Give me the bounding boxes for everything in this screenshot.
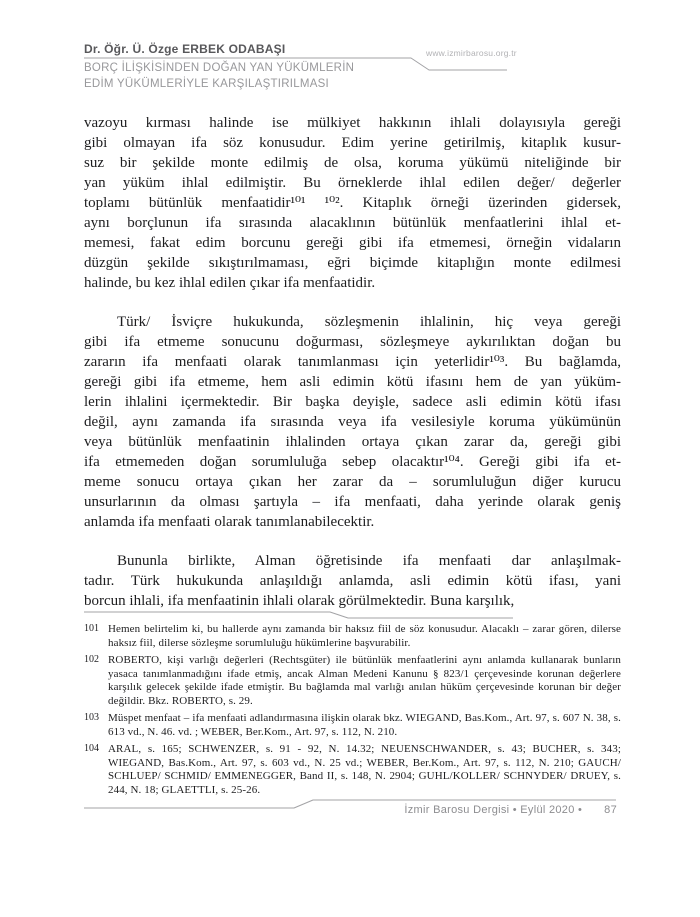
journal-name-and-issue: İzmir Barosu Dergisi • Eylül 2020 • — [404, 804, 583, 816]
article-title-line2: EDİM YÜKÜMLERİYLE KARŞILAŞTIRILMASI — [84, 77, 329, 90]
text-line: aynı borçlunun ifa sırasında alacaklının bütünlük menfaatlerini ihlal et- — [84, 215, 621, 231]
footnote — [84, 743, 621, 797]
text-line: memesi, fakat edim borcunu gereği gibi ifa etmemesi, örneğin vidaların — [84, 235, 621, 251]
text-line: meme sonucu ortaya çıkan her zarar da – sorumluluğun diğer kurucu — [84, 474, 621, 490]
text-line: gibi olmayan ifa söz konusudur. Edim yerine getirilmiş, kitaplık kusur- — [84, 135, 621, 151]
text-line: veya bütünlük menfaatinin ihlalinden ortaya çıkan zarar da, gereği gibi — [84, 434, 621, 450]
footnote-number: 103 — [84, 712, 99, 723]
text-line: unsurlarının da olması şartıyla – ifa menfaati, daha yerinde olarak geniş — [84, 494, 621, 510]
paragraph — [84, 551, 621, 611]
footnote-text: Müspet menfaat – ifa menfaati adlandırmasına ilişkin olarak bkz. WIEGAND, Bas.Kom., Art. 97, s. 607 N. 38, s. 613 vd., N. 46. vd. ; WEBER, Ber.Kom., Art. 97, s. 112, N. 210. — [108, 712, 621, 738]
text-line: tadır. Türk hukukunda anlaşıldığı anlamda, asli edimin kötü ifası, yani — [84, 573, 621, 589]
footnote-text: Hemen belirtelim ki, bu hallerde aynı zamanda bir haksız fiil de söz konusudur. Alacaklı – zarar gören, dilerse haksız fiil, dilerse sözleşme sorumluluğu hükümlerine başvurabilir. — [108, 623, 621, 649]
footnotes-section — [84, 623, 621, 801]
text-line: Türk/ İsviçre hukukunda, sözleşmenin ihlalinin, hiç veya gereği — [117, 314, 621, 330]
author-name: Dr. Öğr. Ü. Özge ERBEK ODABAŞI — [84, 42, 286, 56]
page-footer — [84, 802, 617, 818]
article-body — [84, 113, 621, 611]
paragraph — [84, 113, 621, 293]
text-line: düzgün şekilde sıkıştırılmaması, eğri biçimde kitaplığın monte edilmesi — [84, 255, 621, 271]
text-line: zararın ifa menfaati olarak tanımlanması için yeterlidir¹⁰³. Bu bağlamda, — [84, 354, 621, 370]
footnote-number: 104 — [84, 743, 99, 754]
text-line: değil, aynı zamanda ifa sırasında veya ifa vesilesiyle koruma yükümünün — [84, 414, 621, 430]
paragraph — [84, 312, 621, 532]
text-line: gibi ifa etmeme sonucunu doğurması, sözleşmeye aykırılıktan doğan bu — [84, 334, 621, 350]
text-line: gereği gibi ifa etmeme, hem asli edimin kötü ifasını hem de yan yüküm- — [84, 374, 621, 390]
footnote-number: 102 — [84, 654, 99, 665]
text-line: ifa etmemeden doğan sorumluluğa sebep olacaktır¹⁰⁴. Gereği gibi ifa et- — [84, 454, 621, 470]
text-line: Bununla birlikte, Alman öğretisinde ifa menfaati dar anlaşılmak- — [117, 553, 621, 569]
text-line: toplamı bütünlük menfaatidir¹⁰¹ ¹⁰². Kitaplık örneği üzerinden gidersek, — [84, 195, 621, 211]
article-title-line1: BORÇ İLİŞKİSİNDEN DOĞAN YAN YÜKÜMLERİN — [84, 62, 355, 74]
footnote-number: 101 — [84, 623, 99, 634]
text-line: yan yüküm ihlal edilmiştir. Bu örneklerde ihlal edilen değer/ değerler — [84, 175, 621, 191]
footnote — [84, 654, 621, 708]
footnote-text: ROBERTO, kişi varlığı değerleri (Rechtsgüter) ile bütünlük menfaatlerini aynı anlamda kullanarak bunların yasaca tanımlanmadığını ifade etmiş, ancak Alman Medeni Kanunu § 823/1 çerçevesinde korunan değerlere karşılık gelecek şekilde ifade etmiştir. Bu bağlamda mal varlığı anılan hüküm çerçevesinde korunan bir değer değildir. Bkz. ROBERTO, s. 29. — [108, 654, 621, 707]
website-url: www.izmirbarosu.org.tr — [426, 48, 517, 58]
text-line: suz bir şekilde monte edilmiş de olsa, koruma yükümü niteliğinde bir — [84, 155, 621, 171]
text-line: vazoyu kırması halinde ise mülkiyet hakkının ihlali dolayısıyla gereği — [84, 115, 621, 131]
text-line: lerin ihlalini içermektedir. Bir başka deyişle, sadece asli edimin kötü ifası — [84, 394, 621, 410]
article-title — [84, 61, 354, 92]
footnote — [84, 623, 621, 650]
text-line: anlamda ifa menfaati olarak tanımlanabilecektir. — [84, 514, 375, 530]
footnote — [84, 712, 621, 739]
page-number: 87 — [604, 804, 617, 816]
footnote-separator-rule — [84, 607, 514, 619]
footnote-text: ARAL, s. 165; SCHWENZER, s. 91 - 92, N. 14.32; NEUENSCHWANDER, s. 43; BUCHER, s. 343; WIEGAND, Bas.Kom., Art. 97, s. 603 vd., N. 25 vd.; WEBER, Ber.Kom., Art. 97, s. 112, N. 210; GAUCH/ SCHLUEP/ SCHMID/ EMMENEGGER, Band II, s. 148, N. 2904; GUHL/KOLLER/ SCHNYDER/ DRUEY, s. 244, N. 18; GLAETTLI, s. 25-26. — [108, 743, 621, 796]
text-line: borcun ihlali, ifa menfaatinin ihlali olarak görülmektedir. Buna karşılık, — [84, 593, 515, 609]
text-line: halinde, bu kez ihlal edilen çıkar ifa menfaatidir. — [84, 275, 376, 291]
